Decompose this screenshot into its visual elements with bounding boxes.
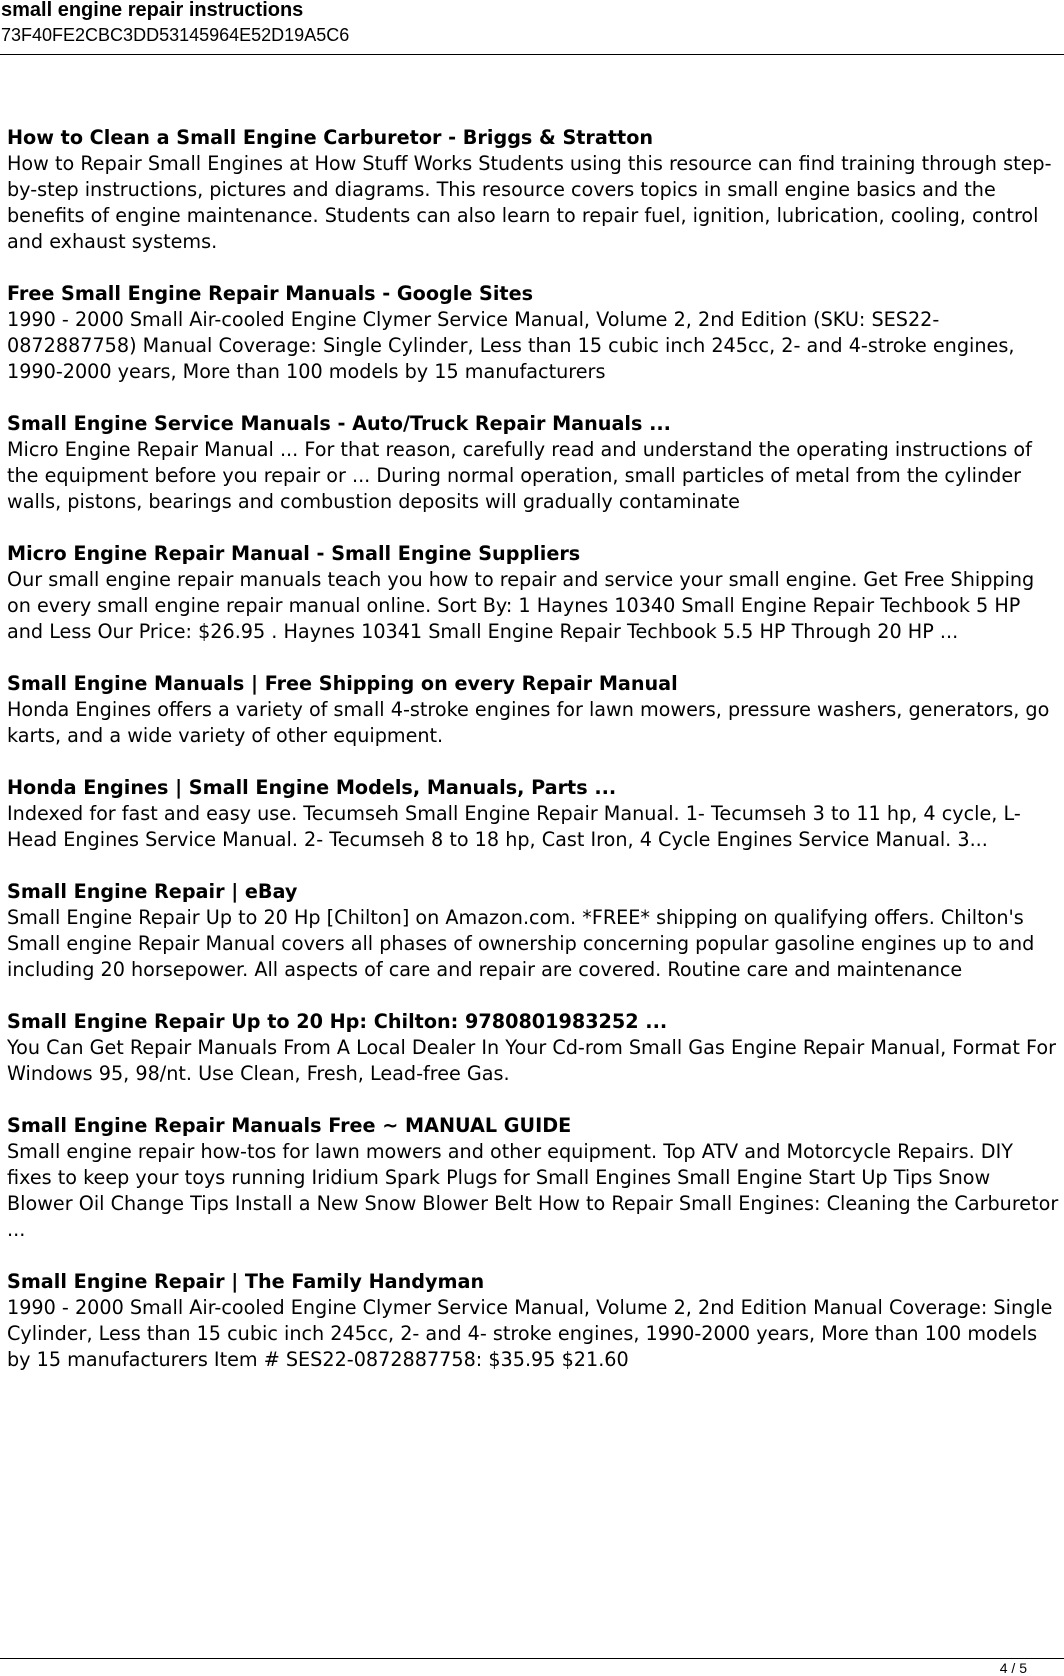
entry: [7, 125, 1059, 255]
entry-title: How to Clean a Small Engine Carburetor - Briggs & Stratton: [7, 126, 654, 149]
entry: [7, 879, 1059, 983]
entry: [7, 1113, 1059, 1243]
entry-body: Small engine repair how-tos for lawn mowers and other equipment. Top ATV and Motorcycle Repairs. DIY fixes to keep your toys running Iridium Spark Plugs for Small Engines Small Engine Start Up Tips Snow Blower Oil Change Tips Install a New Snow Blower Belt How to Repair Small Engines: Cleaning the Carburetor ...: [7, 1140, 1059, 1241]
entry-body: Honda Engines offers a variety of small 4-stroke engines for lawn mowers, pressure washers, generators, go karts, and a wide variety of other equipment.: [7, 698, 1050, 747]
entry-title: Small Engine Service Manuals - Auto/Truck Repair Manuals ...: [7, 412, 671, 435]
entry-title: Small Engine Repair Up to 20 Hp: Chilton: 9780801983252 ...: [7, 1010, 668, 1033]
entry: [7, 775, 1059, 853]
entry: [7, 411, 1059, 515]
entry: [7, 281, 1059, 385]
document-body: [7, 125, 1059, 1399]
entry-body: You Can Get Repair Manuals From A Local Dealer In Your Cd-rom Small Gas Engine Repair Manual, Format For Windows 95, 98/nt. Use Clean, Fresh, Lead-free Gas.: [7, 1036, 1056, 1085]
document-id: 73F40FE2CBC3DD53145964E52D19A5C6: [1, 25, 350, 45]
entry-title: Small Engine Repair | eBay: [7, 880, 298, 903]
entry-body: Micro Engine Repair Manual ... For that reason, carefully read and understand the operating instructions of the equipment before you repair or ... During normal operation, small particles of metal from the cylinder walls, pistons, bearings and combustion deposits will gradually contaminate: [7, 438, 1032, 513]
entry-body: 1990 - 2000 Small Air-cooled Engine Clymer Service Manual, Volume 2, 2nd Edition (SKU: SES22-0872887758) Manual Coverage: Single Cylinder, Less than 15 cubic inch 245cc, 2- and 4-stroke engines, 1990-2000 years, More than 100 models by 15 manufacturers: [7, 308, 1015, 383]
entry-body: 1990 - 2000 Small Air-cooled Engine Clymer Service Manual, Volume 2, 2nd Edition Manual Coverage: Single Cylinder, Less than 15 cubic inch 245cc, 2- and 4- stroke engines, 1990-2000 years, More than 100 models by 15 manufacturers Item # SES22-0872887758: $35.95 $21.60: [7, 1296, 1053, 1371]
entry-title: Small Engine Manuals | Free Shipping on every Repair Manual: [7, 672, 678, 695]
page-header: [0, 0, 1064, 55]
page-number: 4 / 5: [999, 1660, 1027, 1676]
entry-title: Micro Engine Repair Manual - Small Engine Suppliers: [7, 542, 581, 565]
entry: [7, 1269, 1059, 1373]
entry: [7, 671, 1059, 749]
document-title: small engine repair instructions: [1, 0, 304, 21]
entry: [7, 541, 1059, 645]
entry-body: Our small engine repair manuals teach you how to repair and service your small engine. Get Free Shipping on every small engine repair manual online. Sort By: 1 Haynes 10340 Small Engine Repair Techbook 5 HP and Less Our Price: $26.95 . Haynes 10341 Small Engine Repair Techbook 5.5 HP Through 20 HP ...: [7, 568, 1035, 643]
entry-title: Honda Engines | Small Engine Models, Manuals, Parts ...: [7, 776, 617, 799]
entry-title: Free Small Engine Repair Manuals - Google Sites: [7, 282, 534, 305]
entry-body: Indexed for fast and easy use. Tecumseh Small Engine Repair Manual. 1- Tecumseh 3 to 11 hp, 4 cycle, L-Head Engines Service Manual. 2- Tecumseh 8 to 18 hp, Cast Iron, 4 Cycle Engines Service Manual. 3...: [7, 802, 1021, 851]
entry: [7, 1009, 1059, 1087]
entry-body: How to Repair Small Engines at How Stuff Works Students using this resource can find training through step-by-step instructions, pictures and diagrams. This resource covers topics in small engine basics and the benefits of engine maintenance. Students can also learn to repair fuel, ignition, lubrication, cooling, control and exhaust systems.: [7, 152, 1052, 253]
entry-title: Small Engine Repair | The Family Handyman: [7, 1270, 485, 1293]
entry-title: Small Engine Repair Manuals Free ~ MANUAL GUIDE: [7, 1114, 572, 1137]
entry-body: Small Engine Repair Up to 20 Hp [Chilton] on Amazon.com. *FREE* shipping on qualifying offers. Chilton's Small engine Repair Manual covers all phases of ownership concerning popular gasoline engines up to and including 20 horsepower. All aspects of care and repair are covered. Routine care and maintenance: [7, 906, 1035, 981]
page-footer: [0, 1658, 1064, 1676]
